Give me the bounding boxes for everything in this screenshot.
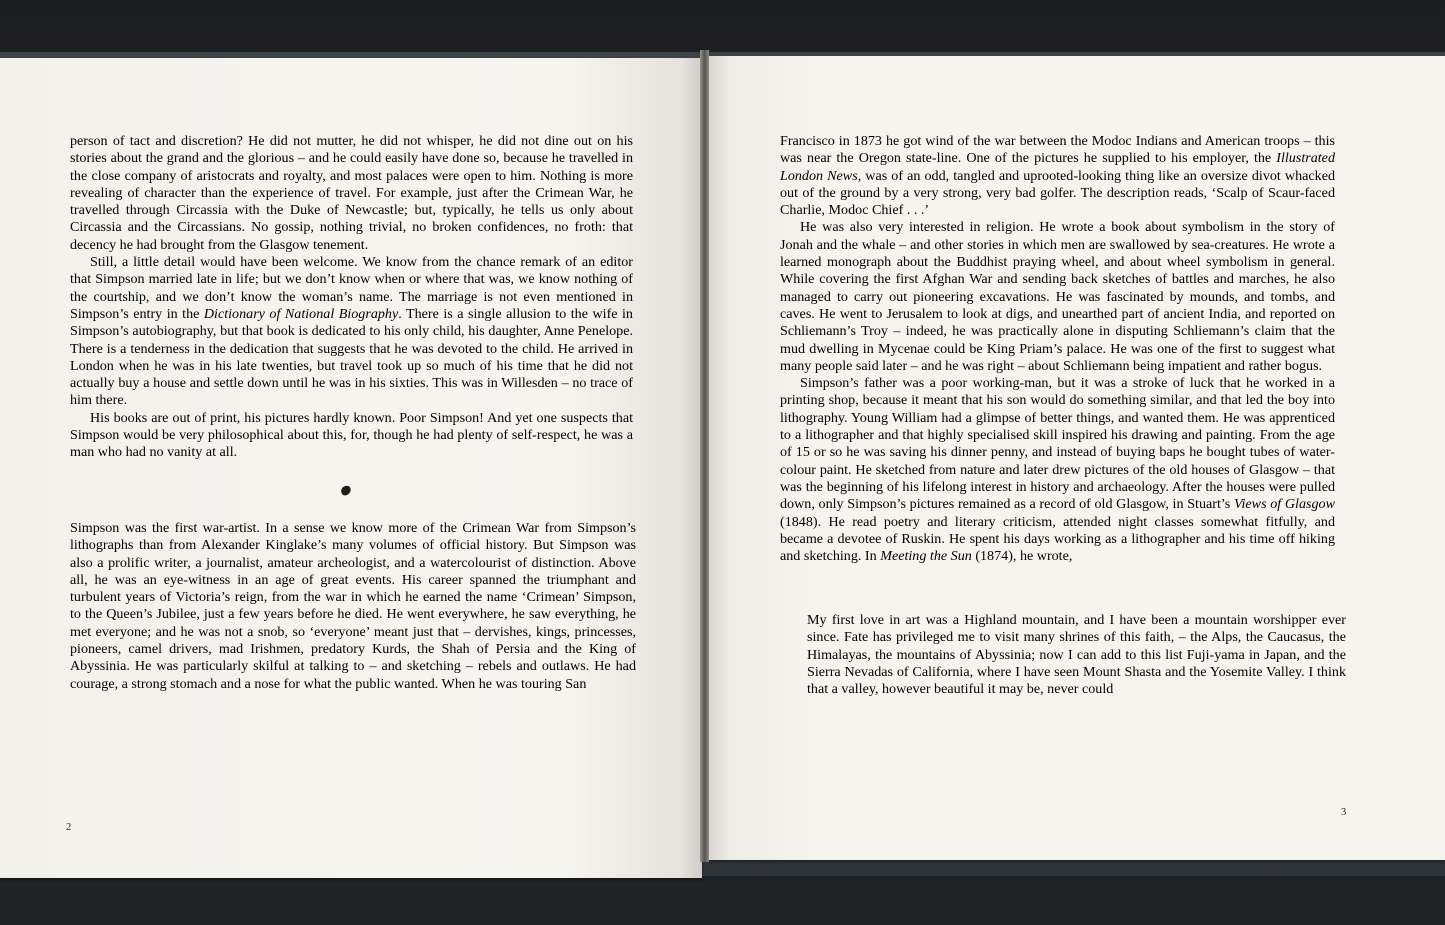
page-number-left: 2 (66, 822, 72, 833)
page-number-right: 3 (1341, 807, 1347, 818)
right-page-text (780, 133, 1335, 565)
paragraph: Still, a little detail would have been welcome. We know from the chance remark of an editor that Simpson married late in life; but we don’t know when or where that was, we know nothing of the courtship, and we don’t know the woman’s name. The marriage is not even mentioned in Simpson’s entry in the Dictionary of National Biography. There is a single allusion to the wife in Simpson’s autobiography, but that book is dedicated to his only child, his daughter, Anne Penelope. There is a tenderness in the dedication that suggests that he was devoted to the child. He arrived in London when he was in his late twenties, but travel took up so much of his time that he did not actually buy a house and settle down until he was in his sixties. This was in Willesden – no trace of him there. (70, 254, 633, 409)
paragraph: person of tact and discretion? He did not mutter, he did not whisper, he did not dine out on his stories about the grand and the glorious – and he could easily have done so, because he travelled in the close company of aristocrats and royalty, and most palaces were open to him. Nothing is more revealing of character than the experience of travel. For example, just after the Crimean War, he travelled through Circassia with the Duke of Newcastle; but, typically, he tells us only about Circassia and the Circassians. No gossip, nothing trivial, no broken confidences, no froth: that decency he had brought from the Glasgow tenement. (70, 133, 633, 253)
paragraph: Simpson’s father was a poor working-man, but it was a stroke of luck that he worked in a printing shop, because it meant that his son would do something similar, and that led the boy into lithography. Young William had a glimpse of better things, and wanted them. He was apprenticed to a lithographer and that highly specialised skill inspired his drawing and painting. From the age of 15 or so he was saving his dinner penny, and instead of buying baps he bought tubes of water-colour paint. He sketched from nature and later drew pictures of the old houses of Glasgow – that was the beginning of his lifelong interest in history and archaeology. After the houses were pulled down, only Simpson’s pictures remained as a record of old Glasgow, in Stuart’s Views of Glasgow (1848). He read poetry and literary criticism, attended night classes somewhat fitfully, and became a devotee of Ruskin. He spent his days working as a lithographer and his time off hiking and sketching. In Meeting the Sun (1874), he wrote, (780, 375, 1335, 565)
paragraph: Francisco in 1873 he got wind of the war between the Modoc Indians and American troops – this was near the Oregon state-line. One of the pictures he supplied to his employer, the Illustrated London News, was of an odd, tangled and uprooted-looking thing like an oversize divot whacked out of the ground by a very strong, very bad golfer. The description reads, ‘Scalp of Scaur-faced Charlie, Modoc Chief . . .’ (780, 133, 1336, 219)
paragraph: He was also very interested in religion. He wrote a book about symbolism in the story of Jonah and the whale – and other stories in which men are swallowed by sea-creatures. He wrote a learned monograph about the Buddhist praying wheel, and about wheel symbolism in general. While covering the first Afghan War and sending back sketches of battles and marches, he also managed to carry out pioneering excavations. He was fascinated by mounds, and tombs, and caves. He went to Jerusalem to look at digs, and unearthed part of ancient India, and reported on Schliemann’s Troy – indeed, he was practically alone in disputing Schliemann’s claim that the mud dwelling in Mycenae could be King Priam’s palace. He was one of the first to suggest what many people said later – and he was right – about Schliemann being impatient and rather bogus. (780, 219, 1335, 374)
paragraph: Simpson was the first war-artist. In a sense we know more of the Crimean War from Simpson’s lithographs than from Alexander Kinglake’s many volumes of official history. But Simpson was also a prolific writer, a journalist, amateur archeologist, and a watercolourist of distinction. Above all, he was an eye-witness in an age of great events. His career spanned the triumphant and turbulent years of Victoria’s reign, from the war in which he earned the name ‘Crimean’ Simpson, to the Queen’s Jubilee, just a few years before he died. He went everywhere, he saw everything, he met everyone; and he was not a snob, so ‘everyone’ meant just that – dervishes, kings, princesses, pioneers, camel drivers, mad Irishmen, predatory Kurds, the Shah of Persia and the King of Abyssinia. He was particularly skilful at talking to – and sketching – rebels and outlaws. He had courage, a strong stomach and a nose for what the public wanted. When he was touring San (70, 520, 636, 692)
left-page-lower-text (70, 520, 636, 693)
book-gutter (700, 50, 709, 862)
quote-text: My first love in art was a Highland mountain, and I have been a mountain worshipper ever since. Fate has privileged me to visit many shrines of this faith, – the Alps, the Caucasus, the Himalayas, the mountains of Abyssinia; now I can add to this list Fuji-yama in Japan, and the Sierra Nevadas of California, where I have seen Mount Shasta and the Yosemite Valley. I think that a valley, however beautiful it may be, never could (807, 612, 1346, 698)
block-quote (807, 612, 1346, 698)
paragraph: His books are out of print, his pictures hardly known. Poor Simpson! And yet one suspects that Simpson would be very philosophical about this, for, though he had plenty of self-respect, he was a man who had no vanity at all. (70, 409, 633, 461)
left-page-upper-text (70, 133, 633, 462)
